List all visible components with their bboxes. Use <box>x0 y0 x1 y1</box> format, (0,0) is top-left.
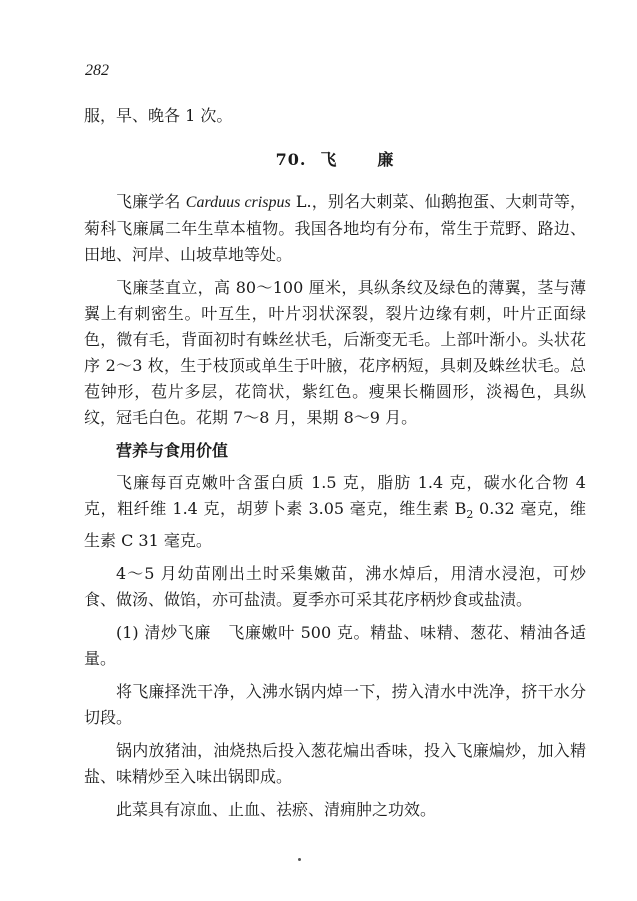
recipe-step-1: 将飞廉择洗干净，入沸水锅内焯一下，捞入清水中洗净，挤干水分切段。 <box>84 682 586 728</box>
continued-text: 服，早、晚各 1 次。 <box>84 106 233 125</box>
usage-paragraph: 4～5 月幼苗刚出土时采集嫩苗，沸水焯后，用清水浸泡，可炒食、做汤、做馅，亦可盐渍。夏季亦可采其花序柄炒食或盐渍。 <box>84 564 586 610</box>
nutrition-text-a: 飞廉每百克嫩叶含蛋白质 1.5 克，脂肪 1.4 克，碳水化合物 4 克，粗纤维 1.4 克，胡萝卜素 3.05 毫克，维生素 B <box>84 473 586 518</box>
scan-mark <box>298 858 301 861</box>
recipe-step-2: 锅内放猪油，油烧热后投入葱花煸出香味，投入飞廉煸炒，加入精盐、味精炒至入味出锅即成。 <box>84 741 586 787</box>
intro-text-b: L.，别名大刺菜、仙鹅抱蛋、大刺苛等，菊科飞廉属二年生草本植物。我国各地均有分布，常生于荒野、路边、田地、河岸、山坡草地等处。 <box>84 192 586 264</box>
section-title-char-2: 廉 <box>377 150 395 169</box>
intro-paragraph <box>84 189 586 268</box>
intro-text-a: 飞廉学名 <box>116 192 186 211</box>
nutrition-heading: 营养与食用价值 <box>116 441 229 460</box>
recipe-title: (1) 清炒飞廉 <box>116 623 212 643</box>
page-body <box>84 103 586 830</box>
recipe-ingredients: 飞廉嫩叶 500 克。精盐、味精、葱花、精油各适量。 <box>84 623 586 669</box>
page-number: 282 <box>85 62 109 79</box>
section-title <box>84 147 586 173</box>
recipe-effect: 此菜具有凉血、止血、祛瘀、清痈肿之功效。 <box>116 800 437 820</box>
latin-name: Carduus crispus <box>185 194 291 211</box>
recipe-paragraph <box>84 620 586 672</box>
section-number: 70. <box>275 150 307 169</box>
vitamin-subscript: 2 <box>466 508 474 522</box>
section-title-char-1: 飞 <box>320 150 338 169</box>
nutrition-paragraph <box>84 470 586 554</box>
nutrition-text-c: 0.32 毫克，维生素 C 31 毫克。 <box>84 499 586 551</box>
description-paragraph: 飞廉茎直立，高 80～100 厘米，具纵条纹及绿色的薄翼，茎与薄翼上有刺密生。叶互生，叶片羽状深裂，裂片边缘有刺，叶片正面绿色，微有毛，背面初时有蛛丝状毛，后渐变无毛。上部叶渐小。头状花序 2～3 枚，生于枝顶或单生于叶腋，花序柄短，具刺及蛛丝状毛。总苞钟形，苞片多层，花筒状，紫红色。瘦果长椭圆形，淡褐色，具纵纹，冠毛白色。花期 7～8 月，果期 8～9 月。 <box>84 278 586 427</box>
